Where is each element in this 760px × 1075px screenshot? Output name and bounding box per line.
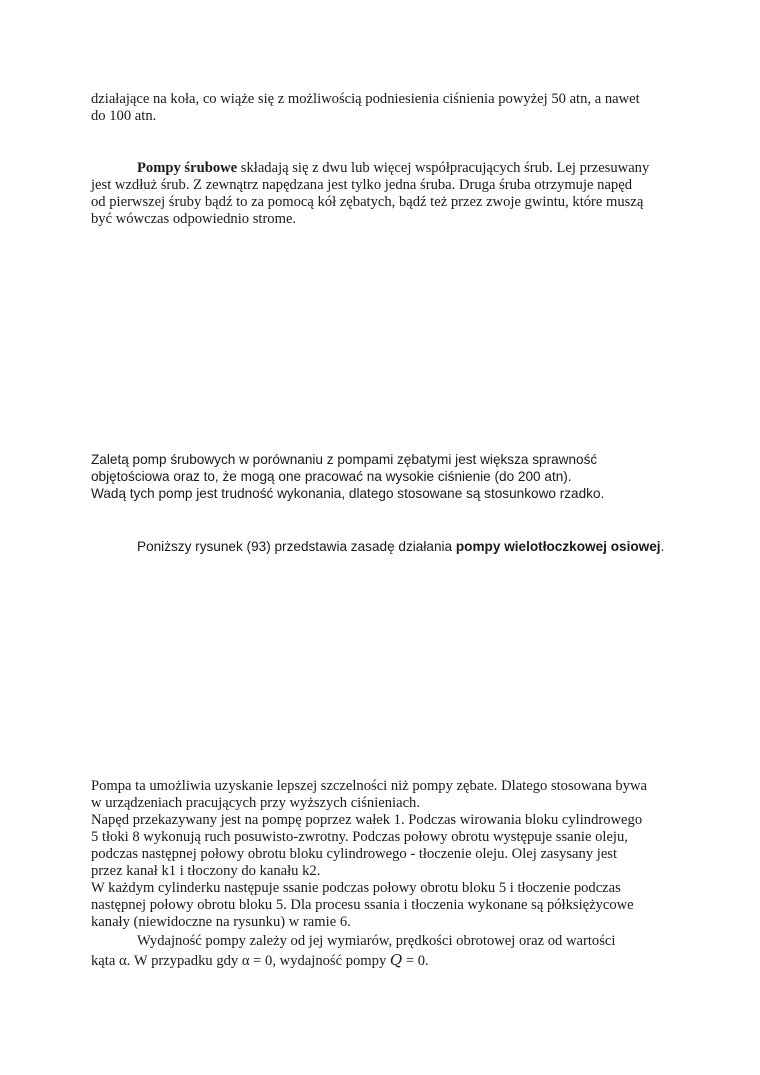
paragraph-4-line-1: Poniższy rysunek (93) przedstawia zasadę działania pompy wielotłoczkowej osiowej.: [137, 539, 665, 554]
q-symbol: Q: [389, 951, 403, 969]
paragraph-3-line-1: Zaletą pomp śrubowych w porównaniu z pompami zębatymi jest większa sprawność: [91, 452, 598, 467]
paragraph-5-line-1: Pompa ta umożliwia uzyskanie lepszej szczelności niż pompy zębate. Dlatego stosowana bywa: [91, 778, 648, 794]
paragraph-3-line-2: objętościowa oraz to, że mogą one pracować na wysokie ciśnienie (do 200 atn).: [91, 469, 572, 484]
term-axial-piston-pump: pompy wielotłoczkowej osiowej: [455, 539, 661, 554]
paragraph-5-line-3: Napęd przekazywany jest na pompę poprzez wałek 1. Podczas wirowania bloku cylindrowego: [91, 812, 643, 828]
paragraph-5-line-7: W każdym cylinderku następuje ssanie podczas połowy obrotu bloku 5 i tłoczenie podczas: [91, 880, 621, 896]
term-screw-pumps: Pompy śrubowe: [137, 160, 238, 176]
paragraph-2-line-1: Pompy śrubowe składają się z dwu lub więcej współpracujących śrub. Lej przesuwany: [137, 160, 650, 176]
paragraph-1-line-1: działające na koła, co wiąże się z możliwością podniesienia ciśnienia powyżej 50 atn, a nawet: [91, 91, 640, 107]
paragraph-5-line-8: następnej połowy obrotu bloku 5. Dla procesu ssania i tłoczenia wykonane są półksiężycowe: [91, 897, 634, 913]
paragraph-2-line-4: być wówczas odpowiednio strome.: [91, 211, 297, 227]
paragraph-2-line-2: jest wzdłuż śrub. Z zewnątrz napędzana jest tylko jedna śruba. Druga śruba otrzymuje napęd: [91, 177, 632, 193]
paragraph-5-line-2: w urządzeniach pracujących przy wyższych ciśnieniach.: [91, 795, 421, 811]
paragraph-5-line-9: kanały (niewidoczne na rysunku) w ramie 6.: [91, 914, 351, 930]
paragraph-6-line-2: kąta α. W przypadku gdy α = 0, wydajność pompy Q = 0.: [91, 951, 429, 969]
alpha-symbol: α: [118, 953, 127, 969]
paragraph-1-line-2: do 100 atn.: [91, 108, 157, 124]
paragraph-5-line-5: podczas następnej połowy obrotu bloku cylindrowego - tłoczenie oleju. Olej zasysany jest: [91, 846, 618, 862]
paragraph-6-line-1: Wydajność pompy zależy od jej wymiarów, prędkości obrotowej oraz od wartości: [137, 933, 616, 949]
paragraph-3-line-3: Wadą tych pomp jest trudność wykonania, dlatego stosowane są stosunkowo rzadko.: [91, 486, 605, 501]
paragraph-2-line-3: od pierwszej śruby bądź to za pomocą kół zębatych, bądź też przez zwoje gwintu, które muszą: [91, 194, 644, 210]
paragraph-5-line-4: 5 tłoki 8 wykonują ruch posuwisto-zwrotny. Podczas połowy obrotu występuje ssanie oleju,: [91, 829, 628, 845]
paragraph-5-line-6: przez kanał k1 i tłoczony do kanału k2.: [91, 863, 321, 879]
alpha-symbol: α: [241, 953, 250, 969]
